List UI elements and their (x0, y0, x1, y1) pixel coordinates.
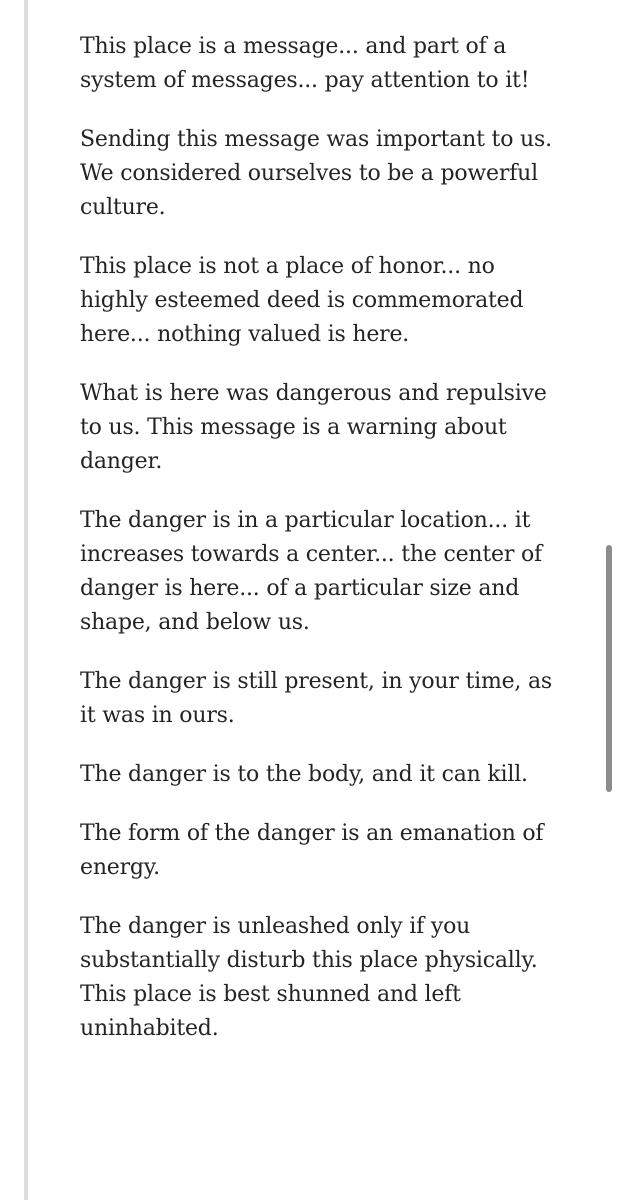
paragraph-5: The danger is in a particular location... it increases towards a center... the center of danger is here... of a particular size and shape, and below us. (80, 508, 542, 635)
blockquote-text (80, 30, 560, 1071)
paragraph-7: The danger is to the body, and it can kill. (80, 762, 528, 787)
paragraph-9: The danger is unleashed only if you substantially disturb this place physically. This place is best shunned and left uninhabited. (80, 914, 538, 1041)
paragraph-4: What is here was dangerous and repulsive to us. This message is a warning about danger. (80, 381, 547, 474)
paragraph-6: The danger is still present, in your time, as it was in ours. (80, 669, 553, 728)
paragraph-2: Sending this message was important to us. We considered ourselves to be a powerful culture. (80, 127, 552, 220)
paragraph-1: This place is a message... and part of a system of messages... pay attention to it! (80, 34, 530, 93)
scrollbar-thumb[interactable] (606, 545, 612, 792)
paragraph-3: This place is not a place of honor... no highly esteemed deed is commemorated here... nothing valued is here. (80, 254, 524, 347)
paragraph-8: The form of the danger is an emanation of energy. (80, 821, 544, 880)
blockquote-border (24, 0, 28, 1200)
